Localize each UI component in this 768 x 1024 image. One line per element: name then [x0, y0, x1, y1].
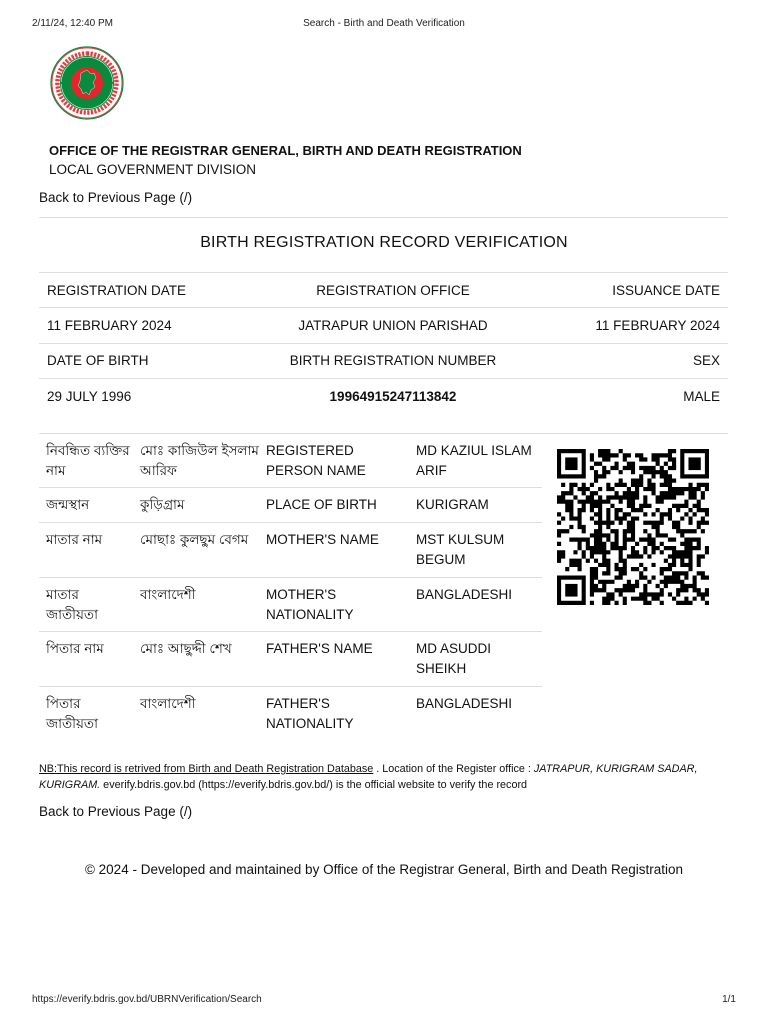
divider [39, 343, 728, 344]
registration-date-value: 11 FEBRUARY 2024 [47, 318, 172, 333]
birth-registration-number-label: BIRTH REGISTRATION NUMBER [289, 353, 497, 368]
bangla-label: জন্মস্থান [46, 497, 90, 512]
divider [39, 272, 728, 273]
government-seal-logo [50, 46, 124, 120]
office-subtitle: LOCAL GOVERNMENT DIVISION [49, 162, 257, 177]
date-of-birth-value: 29 JULY 1996 [47, 389, 132, 404]
birth-registration-number-value: 19964915247113842 [329, 389, 457, 404]
print-date-time: 2/11/24, 12:40 PM [32, 18, 113, 29]
english-label: MOTHER'S NATIONALITY [266, 587, 354, 622]
divider [39, 378, 728, 379]
back-to-previous-link-bottom[interactable]: Back to Previous Page (/) [39, 804, 193, 819]
footer-copyright: © 2024 - Developed and maintained by Office of the Registrar General, Birth and Death Registration [84, 862, 684, 877]
english-label: FATHER'S NAME [266, 641, 373, 656]
bangla-label: মাতার নাম [46, 532, 103, 547]
table-row [39, 523, 542, 578]
print-page-url: https://everify.bdris.gov.bd/UBRNVerification/Search [32, 994, 262, 1005]
sex-label: SEX [692, 353, 720, 368]
english-value: BANGLADESHI [416, 587, 513, 602]
registration-office-label: REGISTRATION OFFICE [316, 283, 470, 298]
english-label: FATHER'S NATIONALITY [266, 696, 354, 731]
registration-date-label: REGISTRATION DATE [47, 283, 187, 298]
table-row [39, 488, 542, 523]
print-page-number: 1/1 [722, 994, 736, 1005]
english-value: KURIGRAM [416, 497, 489, 512]
bangla-value: বাংলাদেশী [140, 696, 196, 711]
bangla-value: মোঃ কাজিউল ইসলাম আরিফ [140, 443, 259, 478]
bangla-value: মোছাঃ কুলছুম বেগম [140, 532, 249, 547]
verification-note [39, 761, 729, 793]
divider [39, 217, 728, 218]
english-value: MD KAZIUL ISLAM ARIF [416, 443, 532, 478]
bangla-label: পিতার জাতীয়তা [46, 696, 98, 731]
english-label: REGISTERED PERSON NAME [266, 443, 366, 478]
english-value: BANGLADESHI [416, 696, 513, 711]
divider [39, 307, 728, 308]
issuance-date-value: 11 FEBRUARY 2024 [595, 318, 720, 333]
table-row [39, 687, 542, 739]
table-row [39, 434, 542, 488]
english-label: MOTHER'S NAME [266, 532, 379, 547]
back-to-previous-link-top[interactable]: Back to Previous Page (/) [39, 190, 193, 205]
english-value: MST KULSUM BEGUM [416, 532, 505, 567]
bangla-value: বাংলাদেশী [140, 587, 196, 602]
office-title: OFFICE OF THE REGISTRAR GENERAL, BIRTH AND DEATH REGISTRATION [49, 143, 522, 158]
official-website-note: everify.bdris.gov.bd (https://everify.bdris.gov.bd/) is the official website to verify the record [100, 779, 528, 791]
register-office-location: JATRAPUR, KURIGRAM SADAR, KURIGRAM. [39, 763, 698, 791]
registration-office-value: JATRAPUR UNION PARISHAD [298, 318, 488, 333]
table-row [39, 578, 542, 632]
source-note: NB:This record is retrived from Birth and Death Registration Database [39, 763, 374, 775]
bangla-value: মোঃ আছুদ্দী শেখ [140, 641, 232, 656]
bangla-value: কুড়িগ্রাম [140, 497, 185, 512]
print-page-title: Search - Birth and Death Verification [303, 18, 465, 29]
record-title: BIRTH REGISTRATION RECORD VERIFICATION [200, 234, 568, 251]
english-label: PLACE OF BIRTH [266, 497, 377, 512]
bangla-label: মাতার জাতীয়তা [46, 587, 98, 622]
sex-value: MALE [683, 389, 720, 404]
issuance-date-label: ISSUANCE DATE [612, 283, 720, 298]
date-of-birth-label: DATE OF BIRTH [47, 353, 149, 368]
table-row [39, 632, 542, 687]
bangla-label: নিবন্ধিত ব্যক্তির নাম [46, 443, 130, 478]
english-value: MD ASUDDI SHEIKH [416, 641, 492, 676]
qr-code-icon [557, 449, 709, 605]
location-prefix: . Location of the Register office : [373, 763, 534, 775]
bangla-label: পিতার নাম [46, 641, 104, 656]
